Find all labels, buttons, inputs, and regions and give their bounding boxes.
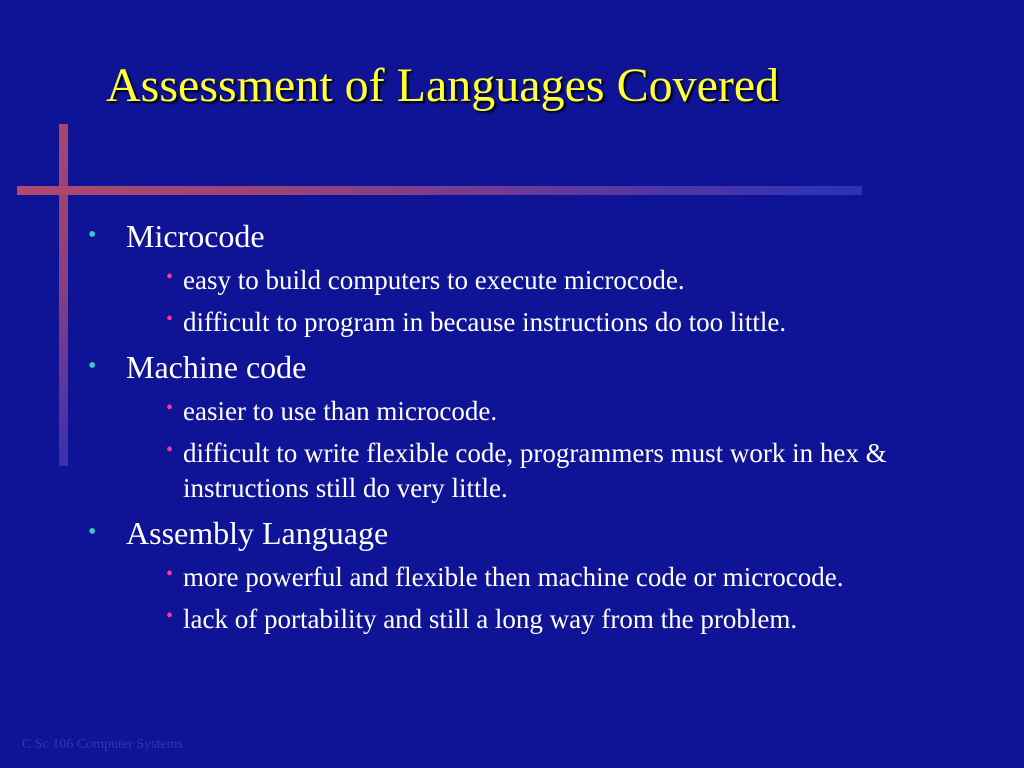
section-heading: Machine code xyxy=(126,349,307,386)
sub-bullet-list xyxy=(126,263,988,340)
sub-bullet-icon: • xyxy=(166,439,174,462)
sub-bullet-icon: • xyxy=(166,397,174,420)
slide-footer: C Sc 106 Computer Systems xyxy=(22,737,184,752)
bullet-icon: • xyxy=(88,222,97,248)
list-item xyxy=(138,602,968,636)
list-item xyxy=(138,305,968,339)
slide-title: Assessment of Languages Covered xyxy=(106,59,780,112)
list-item-text: easier to use than microcode. xyxy=(183,396,498,427)
list-item xyxy=(138,263,968,297)
decorative-vertical-bar xyxy=(59,124,68,466)
section-heading: Microcode xyxy=(126,218,265,254)
section-assembly-language xyxy=(88,515,988,636)
section-machine-code xyxy=(88,349,988,505)
sub-bullet-icon: • xyxy=(166,605,174,628)
list-item xyxy=(138,560,968,594)
decorative-horizontal-bar xyxy=(17,186,862,195)
list-item xyxy=(138,436,968,505)
bullet-icon: • xyxy=(88,519,97,545)
list-item-text: difficult to write flexible code, programmers must work in hex & instructions still do very little. xyxy=(183,438,887,503)
list-item-text: difficult to program in because instructions do too little. xyxy=(183,307,787,338)
bullet-icon: • xyxy=(88,353,97,380)
sub-bullet-icon: • xyxy=(166,265,174,288)
sub-bullet-icon: • xyxy=(166,308,174,331)
sub-bullet-icon: • xyxy=(166,562,174,585)
list-item-text: more powerful and flexible then machine code or microcode. xyxy=(183,561,844,592)
sub-bullet-list xyxy=(126,394,988,505)
list-item xyxy=(138,394,968,428)
section-microcode xyxy=(88,218,988,339)
sub-bullet-list xyxy=(126,560,988,637)
list-item-text: lack of portability and still a long way from the problem. xyxy=(183,604,798,635)
list-item-text: easy to build computers to execute microcode. xyxy=(183,264,685,295)
section-heading: Assembly Language xyxy=(126,515,389,551)
bullet-list xyxy=(88,218,988,646)
